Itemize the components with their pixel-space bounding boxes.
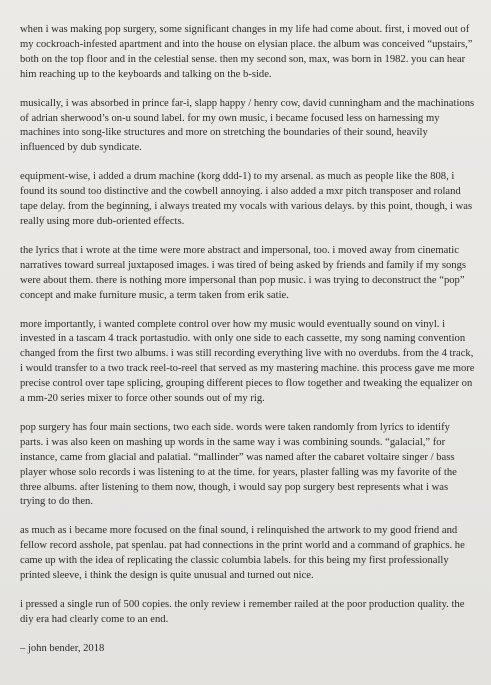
paragraph-artwork: as much as i became more focused on the final sound, i relinquished the artwork to my good friend and fellow record asshole, pat spenlau. pat had connections in the print world and a command of graphics. he came up with the idea of replicating the classic columbia labels. for this being my first professionally printed sleeve, i think the design is quite unusual and turned out nice.	[20, 525, 465, 582]
paragraph-lyrics: the lyrics that i wrote at the time were more abstract and impersonal, too. i moved away from cinematic narratives toward surreal juxtaposed images. i was tired of being asked by friends and family if my songs were about them. there is nothing more impersonal than pop music. i was trying to deconstruct the “pop” concept and make furniture music, a term taken from erik satie.	[20, 244, 466, 301]
paragraph-recording-control: more importantly, i wanted complete control over how my music would eventually sound on vinyl. i invested in a tascam 4 track portastudio. with only one side to each cassette, my song naming convention changed from the first two albums. i was still recording everything live with no overdubs. from the 4 track, i would transfer to a two track reel-to-reel that served as my mastering machine. this process gave me more precise control over tape splicing, grouping different pieces to flow together and tweaking the equalizer on a mm-20 series mixer to force other sounds out of my rig.	[20, 318, 475, 405]
paragraph-pressing: i pressed a single run of 500 copies. the only review i remember railed at the poor production quality. the diy era had clearly come to an end.	[20, 599, 465, 625]
paragraph-musical-influences: musically, i was absorbed in prince far-i, slapp happy / henry cow, david cunningham and the machinations of adrian sherwood’s on-u sound label. for my own music, i became focused less on harnessing my machines into song-like structures and more on stretching the boundaries of their sound, heavily influenced by dub syndicate.	[20, 97, 475, 154]
paragraph-pop-surgery-intro: when i was making pop surgery, some significant changes in my life had come about. first, i moved out of my cockroach-infested apartment and into the house on elysian place. the album was conceived “upstairs,” both on the top floor and in the celestial sense. then my second son, max, was born in 1982. you can hear him reaching up to the keyboards and talking on the b-side.	[20, 24, 473, 80]
author-signature: – john bender, 2018	[20, 642, 105, 654]
paragraph-album-sections: pop surgery has four main sections, two each side. words were taken randomly from lyrics to identify parts. i was also keen on mashing up words in the same way i was combining sounds. “galacial,” for instance, came from glacial and palatial. “mallinder” was named after the cabaret voltaire singer / bass player whose solo records i was listening to at the time. for years, plaster falling was my favorite of the three albums. after listening to them now, though, i would say pop surgery best represents what i was trying to do then.	[20, 421, 457, 508]
paragraph-equipment: equipment-wise, i added a drum machine (korg ddd-1) to my arsenal. as much as people like the 808, i found its sound too distinctive and the cowbell annoying. i also added a mxr pitch transposer and roland tape delay. from the beginning, i always treated my vocals with various delays. by this point, though, i was really using more dub-oriented effects.	[20, 171, 473, 227]
